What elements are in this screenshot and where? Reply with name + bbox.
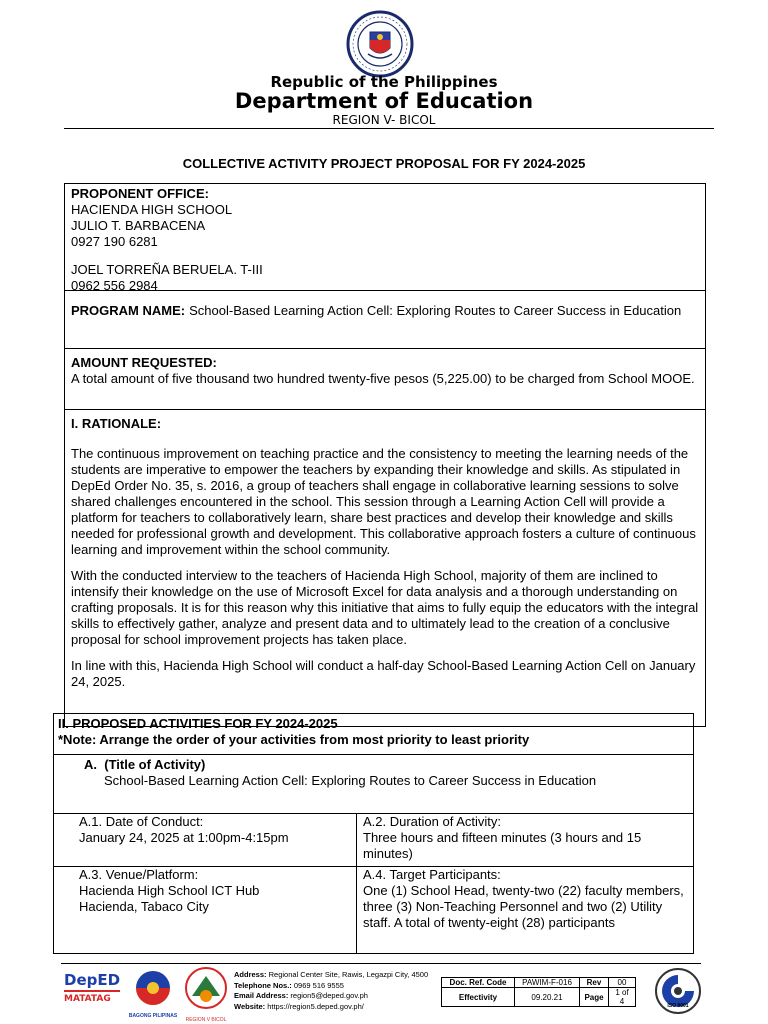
email-value: region5@deped.gov.ph [290,991,368,1000]
program-name: School-Based Learning Action Cell: Exploring Routes to Career Success in Education [189,303,682,318]
website-label: Website: [234,1001,266,1011]
activities-heading: II. PROPOSED ACTIVITIES FOR FY 2024-2025 [58,716,338,731]
deped-logo-text: DepED [64,971,121,989]
iso-certification-icon [653,967,703,1019]
region-heading: REGION V- BICOL [332,113,436,127]
participants-label: A.4. Target Participants: [363,867,501,882]
rationale-paragraph-1: The continuous improvement on teaching practice and the consistency to meeting the learning needs of the students are imperative to empower the teachers by expanding their knowledge and skills. As stipulated in DepEd Order No. 35, s. 2016, a group of teachers shall engage in collaborative learning sessions to solve shared challenges encountered in the school. This session through a Learning Action Cell will provide a platform for teachers to collaboratively learn, share best practices and develop their knowledge and skills needed for professional growth and development. This collaborative approach fosters a culture of continuous learning and improvement within the school community. [71,446,696,557]
matatag-logo-text: MATATAG [64,994,111,1004]
proponent-section [65,184,705,291]
activity-row-2 [54,867,693,953]
document-control-table [441,977,636,1007]
duration-cell [357,814,693,866]
program-section [65,291,705,349]
date-of-conduct-cell [54,814,357,866]
amount-label: AMOUNT REQUESTED: [71,355,217,370]
venue-line-2: Hacienda, Tabaco City [79,899,209,914]
telephone-value: 0969 516 9555 [293,980,344,990]
doc-ref-value: PAWIM-F-016 [515,978,580,988]
activity-row-1 [54,814,693,867]
bagong-pilipinas-text: BAGONG PILIPINAS [128,1013,178,1019]
participants-value: One (1) School Head, twenty-two (22) faculty members, three (3) Non-Teaching Personnel and two (2) Utility staff. A total of twenty-eight (28) participants [363,883,684,930]
venue-line-1: Hacienda High School ICT Hub [79,883,260,898]
amount-value: A total amount of five thousand two hundred twenty-five pesos (5,225.00) to be charged from School MOOE. [71,371,695,386]
deped-seal-logo [340,10,420,78]
rationale-label: I. RATIONALE: [71,416,162,431]
date-of-conduct-value: January 24, 2025 at 1:00pm-4:15pm [79,830,289,845]
doc-ref-label: Doc. Ref. Code [442,978,515,988]
region-v-logo [182,966,230,1023]
header-divider [64,128,714,129]
region-v-emblem-icon [182,966,230,1012]
region-v-logo-text: REGION V BICOL [185,1017,227,1023]
website-value: https://region5.deped.gov.ph/ [267,1001,364,1011]
duration-value: Three hours and fifteen minutes (3 hours and 15 minutes) [363,830,642,861]
address-label: Address: [234,970,267,979]
activities-note: *Note: Arrange the order of your activities from most priority to least priority [58,732,530,747]
department-heading: Department of Education [234,89,534,113]
venue-cell [54,867,357,953]
activities-table [53,713,694,954]
page-label: Page [580,988,609,1007]
program-label: PROGRAM NAME: [71,303,186,318]
proponent-school: HACIENDA HIGH SCHOOL [71,202,233,217]
activity-a-section [54,755,693,814]
rev-value: 00 [609,978,636,988]
amount-section [65,349,705,410]
email-label: Email Address: [234,991,289,1000]
proponent-person-2: JOEL TORREÑA BERUELA. T-III [71,262,263,277]
footer-contact-block [234,970,428,1012]
page-value: 1 of 4 [609,988,636,1007]
document-title: COLLECTIVE ACTIVITY PROJECT PROPOSAL FOR FY 2024-2025 [182,156,586,171]
effectivity-label: Effectivity [442,988,515,1007]
activity-a-title: School-Based Learning Action Cell: Exploring Routes to Career Success in Education [104,773,597,788]
activities-header [54,714,693,755]
republic-heading: Republic of the Philippines [270,73,498,91]
participants-cell [357,867,693,953]
venue-label: A.3. Venue/Platform: [79,867,199,882]
telephone-label: Telephone Nos.: [234,980,292,990]
iso-logo-text: ISO 9001 [667,1003,689,1009]
address-value: Regional Center Site, Rawis, Legazpi City, 4500 [268,970,429,979]
rationale-section [65,410,705,726]
effectivity-value: 09.20.21 [515,988,580,1007]
deped-matatag-logo [64,972,120,1004]
duration-label: A.2. Duration of Activity: [363,814,502,829]
proponent-person-1: JULIO T. BARBACENA [71,218,206,233]
bagong-pilipinas-emblem-icon [128,968,178,1008]
rationale-paragraph-2: With the conducted interview to the teachers of Hacienda High School, majority of them are inclined to intensify their knowledge on the use of Microsoft Excel for data analysis and a thorough understanding on crafting proposals. It is for this reason why this initiative that aims to fully equip the educators with the integral skills to effectively gather, analyze and present data and to ultimately lead to the creation of a conclusive proposal for school improvement projects has taken place. [71,568,699,647]
proponent-phone-2: 0962 556 2984 [71,278,158,293]
bagong-pilipinas-logo [128,968,178,1020]
rationale-paragraph-3: In line with this, Hacienda High School will conduct a half-day School-Based Learning Action Cell on January 24, 2025. [71,658,696,689]
activity-a-title-label: (Title of Activity) [104,757,206,772]
proposal-info-table [64,183,706,727]
page-footer [0,963,768,1024]
footer-divider [61,963,701,964]
date-of-conduct-label: A.1. Date of Conduct: [79,814,204,829]
proponent-label: PROPONENT OFFICE: [71,186,209,201]
rev-label: Rev [580,978,609,988]
iso-certification-logo [653,967,703,1019]
activity-a-letter: A. [84,757,97,772]
proponent-phone-1: 0927 190 6281 [71,234,158,249]
